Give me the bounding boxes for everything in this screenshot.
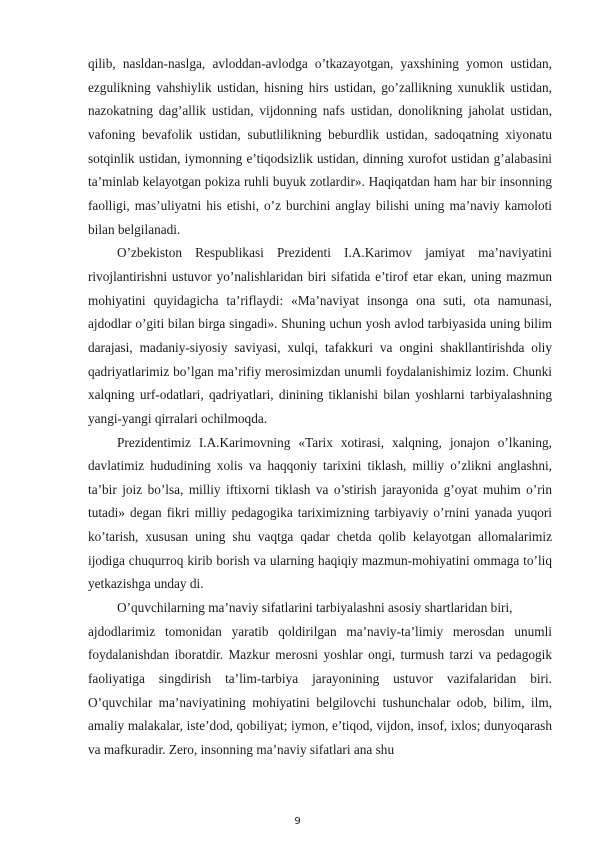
paragraph-heritage: ajdodlarimiz tomonidan yaratib qoldirilgan ma’naviy-ta’limiy merosdan unumli foydalanishdan iboratdir. Mazkur merosni yoshlar ongi, turmush tarzi va pedagogik faoliyatiga singdirish ta’lim-tarbiya jarayonining ustuvor vazifalaridan biri. O’quvchilar ma’naviyatining mohiyatini belgilovchi tushunchalar odob, bilim, ilm, amaliy malakalar, iste’dod, qobiliyat; iymon, e’tiqod, vijdon, insof, ixlos; dunyoqarash va mafkuradir. Zero, insonning ma’naviy sifatlari ana shu <box>88 623 552 758</box>
paragraph-continuation: qilib, nasldan-naslga, avloddan-avlodga o’tkazayotgan, yaxshining yomon ustidan, ezgulikning vahshiylik ustidan, hisning hirs ustidan, go’zallikning xunuklik ustidan, nazokatning dag’allik ustidan, vijdonning nafs ustidan, donolikning jaholat ustidan, vafoning bevafolik ustidan, subutlilikning beburdlik ustidan, sadoqatning xiyonatu sotqinlik ustidan, iymonning e’tiqodsizlik ustidan, dinning xurofot ustidan g’alabasini ta’minlab kelayotgan pokiza ruhli buyuk zotlardir». Haqiqatdan ham har bir insonning faolligi, mas’uliyatni his etishi, o’z burchini anglay bilishi uning ma’naviy kamoloti bilan belgilanadi. <box>88 56 552 237</box>
page-body <box>88 52 552 762</box>
page-number: 9 <box>294 816 301 827</box>
paragraph-karimov-spirituality: O’zbekiston Respublikasi Prezidenti I.A.Karimov jamiyat ma’naviyatini rivojlantirishni ustuvor yo’nalishlaridan biri sifatida e’tirof etar ekan, uning mazmun mohiyatini quyidagicha ta’riflaydi: «Ma’naviyat insonga ona suti, ota namunasi, ajdodlar o’giti bilan birga singadi». Shuning uchun yosh avlod tarbiyasida uning bilim darajasi, madaniy-siyosiy saviyasi, xulqi, tafakkuri va ongini shakllantirishda oliy qadriyatlarimiz bo’lgan ma’rifiy merosimizdan unumli foydalanishimiz lozim. Chunki xalqning urf-odatlari, qadriyatlari, dinining tiklanishi bilan yoshlarni tarbiyalashning yangi-yangi qirralari ochilmoqda. <box>88 245 552 426</box>
paragraph-student-qualities: O’quvchilarning ma’naviy sifatlarini tarbiyalashni asosiy shartlaridan biri, <box>117 600 513 616</box>
paragraph-history-memory: Prezidentimiz I.A.Karimovning «Tarix xotirasi, xalqning, jonajon o’lkaning, davlatimiz hududining xolis va haqqoniy tarixini tiklash, milliy o’zlikni anglashni, ta’bir joiz bo’lsa, milliy iftixorni tiklash va o’stirish jarayonida g’oyat muhim o’rin tutadi» degan fikri milliy pedagogika tariximizning tarbiyaviy o’rnini yanada yuqori ko’tarish, xususan uning shu vaqtga qadar chetda qolib kelayotgan allomalarimiz ijodiga chuqurroq kirib borish va ularning haqiqiy mazmun-mohiyatini ommaga to’liq yetkazishga unday di. <box>88 434 552 592</box>
